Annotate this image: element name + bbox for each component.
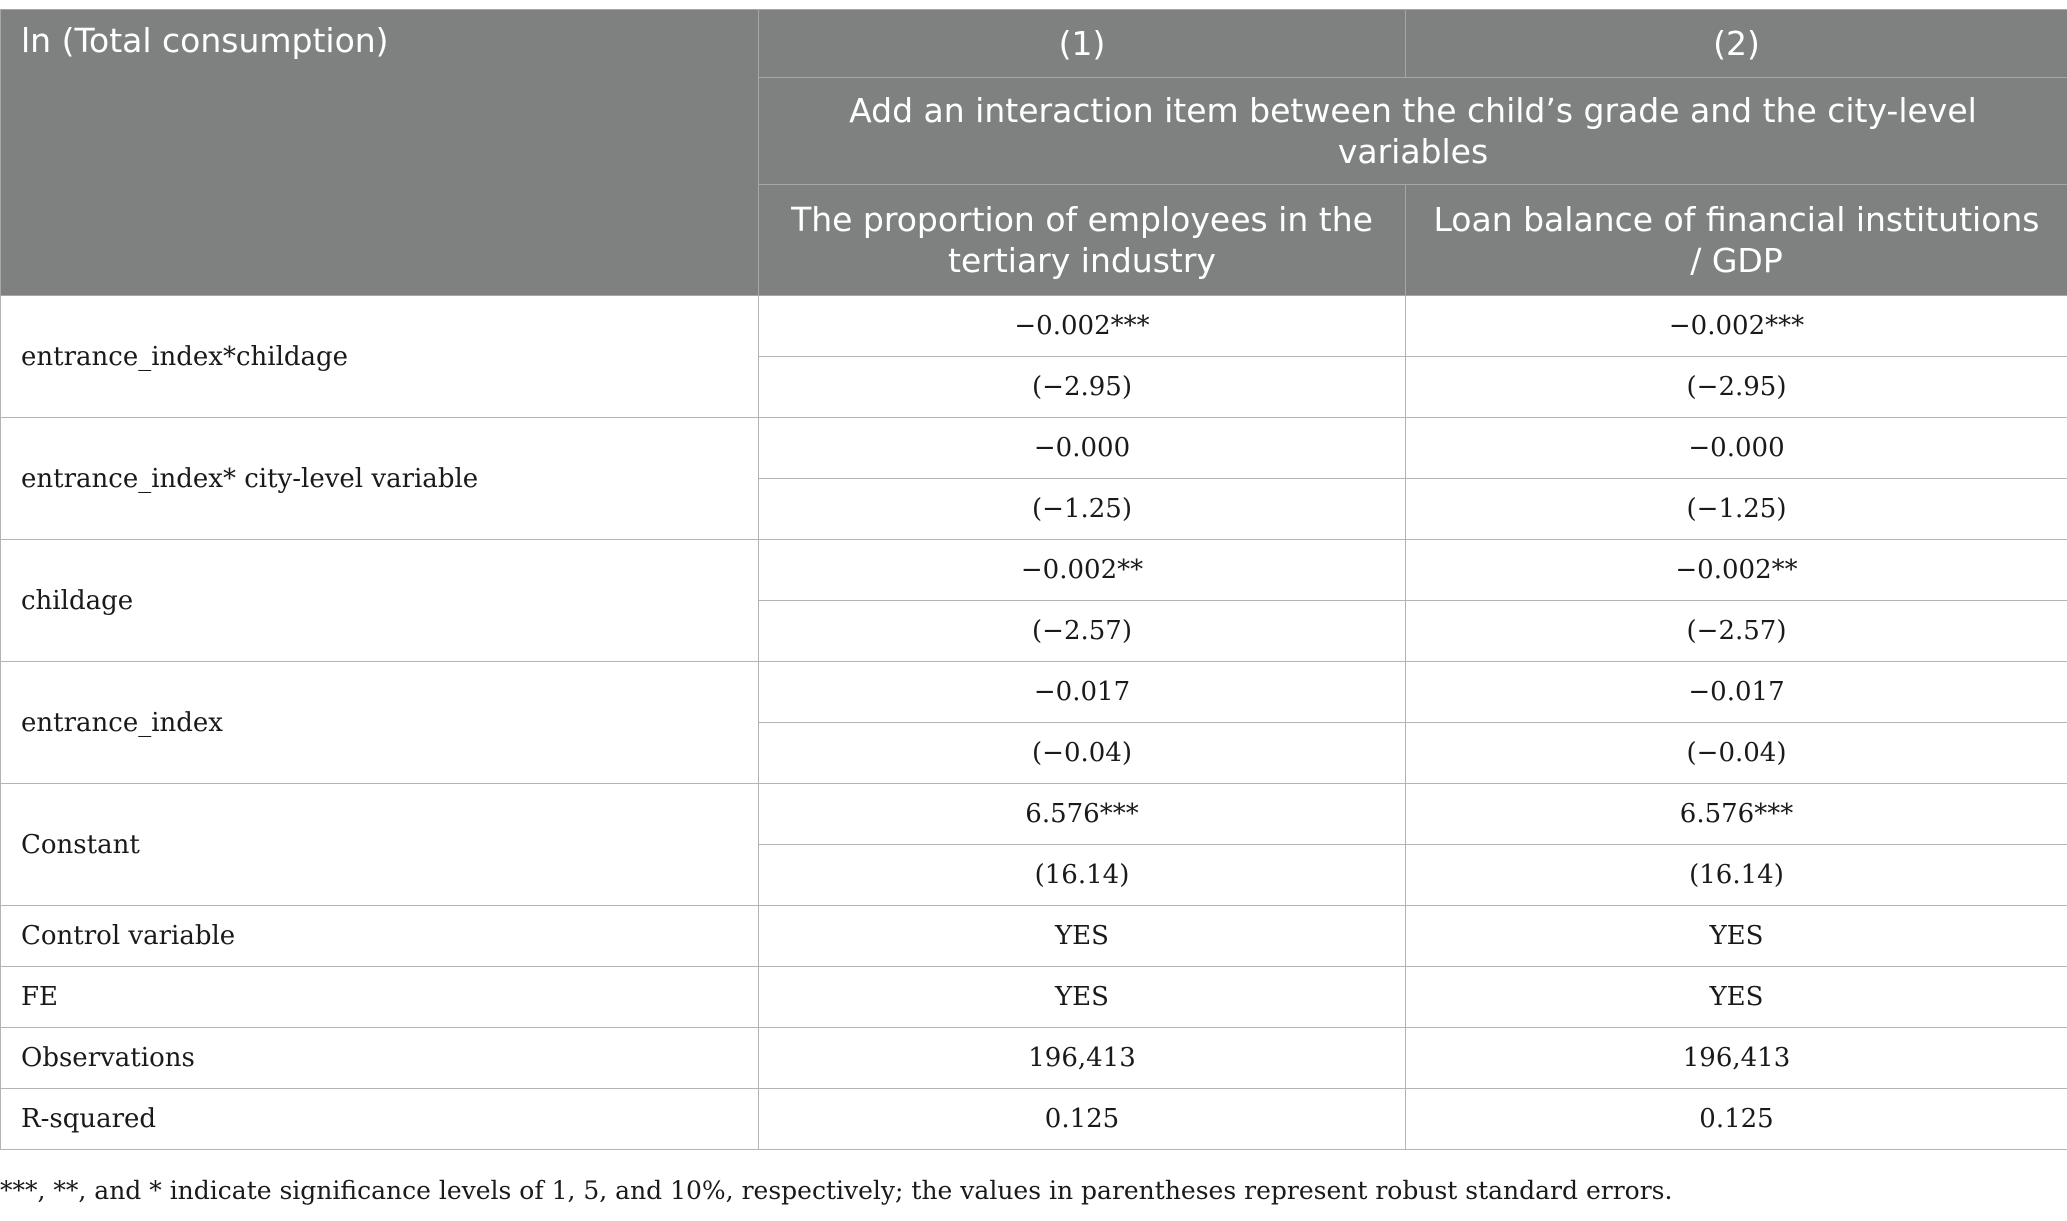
stat-cell: YES: [1406, 967, 2067, 1028]
row-label: childage: [1, 540, 759, 662]
row-label: entrance_index* city-level variable: [1, 418, 759, 540]
stat-cell: YES: [1406, 906, 2067, 967]
row-label: FE: [1, 967, 759, 1028]
coefficient-cell: 6.576***: [759, 784, 1406, 845]
dependent-variable-header: ln (Total consumption): [1, 10, 759, 296]
t-stat-cell: (−2.57): [1406, 601, 2067, 662]
column-number-2: (2): [1406, 10, 2067, 78]
row-label: R-squared: [1, 1089, 759, 1150]
column-header-tertiary-industry: The proportion of employees in the tertiary industry: [759, 185, 1406, 296]
column-header-loan-balance: Loan balance of financial institutions / GDP: [1406, 185, 2067, 296]
coefficient-cell: −0.000: [759, 418, 1406, 479]
t-stat-cell: (−2.95): [1406, 357, 2067, 418]
regression-table: [0, 9, 2067, 1150]
coefficient-cell: −0.002**: [1406, 540, 2067, 601]
t-stat-cell: (−2.57): [759, 601, 1406, 662]
t-stat-cell: (16.14): [759, 845, 1406, 906]
t-stat-cell: (−0.04): [759, 723, 1406, 784]
table-row: [1, 1028, 2067, 1089]
row-label: Observations: [1, 1028, 759, 1089]
stat-cell: 0.125: [1406, 1089, 2067, 1150]
table-footnote: ***, **, and * indicate significance levels of 1, 5, and 10%, respectively; the values in parentheses represent robust standard errors.: [0, 1176, 1673, 1205]
table-body: [1, 296, 2067, 1150]
coefficient-cell: −0.017: [759, 662, 1406, 723]
coefficient-cell: 6.576***: [1406, 784, 2067, 845]
table-row: [1, 1089, 2067, 1150]
coefficient-cell: −0.002***: [1406, 296, 2067, 357]
coefficient-cell: −0.002**: [759, 540, 1406, 601]
row-label: entrance_index*childage: [1, 296, 759, 418]
table-row: [1, 784, 2067, 845]
coefficient-cell: −0.017: [1406, 662, 2067, 723]
table-header: [1, 10, 2067, 296]
row-label: entrance_index: [1, 662, 759, 784]
table-row: [1, 418, 2067, 479]
interaction-span-header: Add an interaction item between the child’s grade and the city-level variables: [759, 78, 2067, 185]
stat-cell: 196,413: [1406, 1028, 2067, 1089]
coefficient-cell: −0.000: [1406, 418, 2067, 479]
table-row: [1, 540, 2067, 601]
column-number-1: (1): [759, 10, 1406, 78]
t-stat-cell: (−1.25): [759, 479, 1406, 540]
table-row: [1, 967, 2067, 1028]
t-stat-cell: (−2.95): [759, 357, 1406, 418]
stat-cell: YES: [759, 967, 1406, 1028]
t-stat-cell: (−0.04): [1406, 723, 2067, 784]
row-label: Control variable: [1, 906, 759, 967]
stat-cell: 0.125: [759, 1089, 1406, 1150]
t-stat-cell: (16.14): [1406, 845, 2067, 906]
stat-cell: YES: [759, 906, 1406, 967]
row-label: Constant: [1, 784, 759, 906]
table-row: [1, 662, 2067, 723]
table-row: [1, 296, 2067, 357]
table-row: [1, 906, 2067, 967]
stat-cell: 196,413: [759, 1028, 1406, 1089]
coefficient-cell: −0.002***: [759, 296, 1406, 357]
t-stat-cell: (−1.25): [1406, 479, 2067, 540]
